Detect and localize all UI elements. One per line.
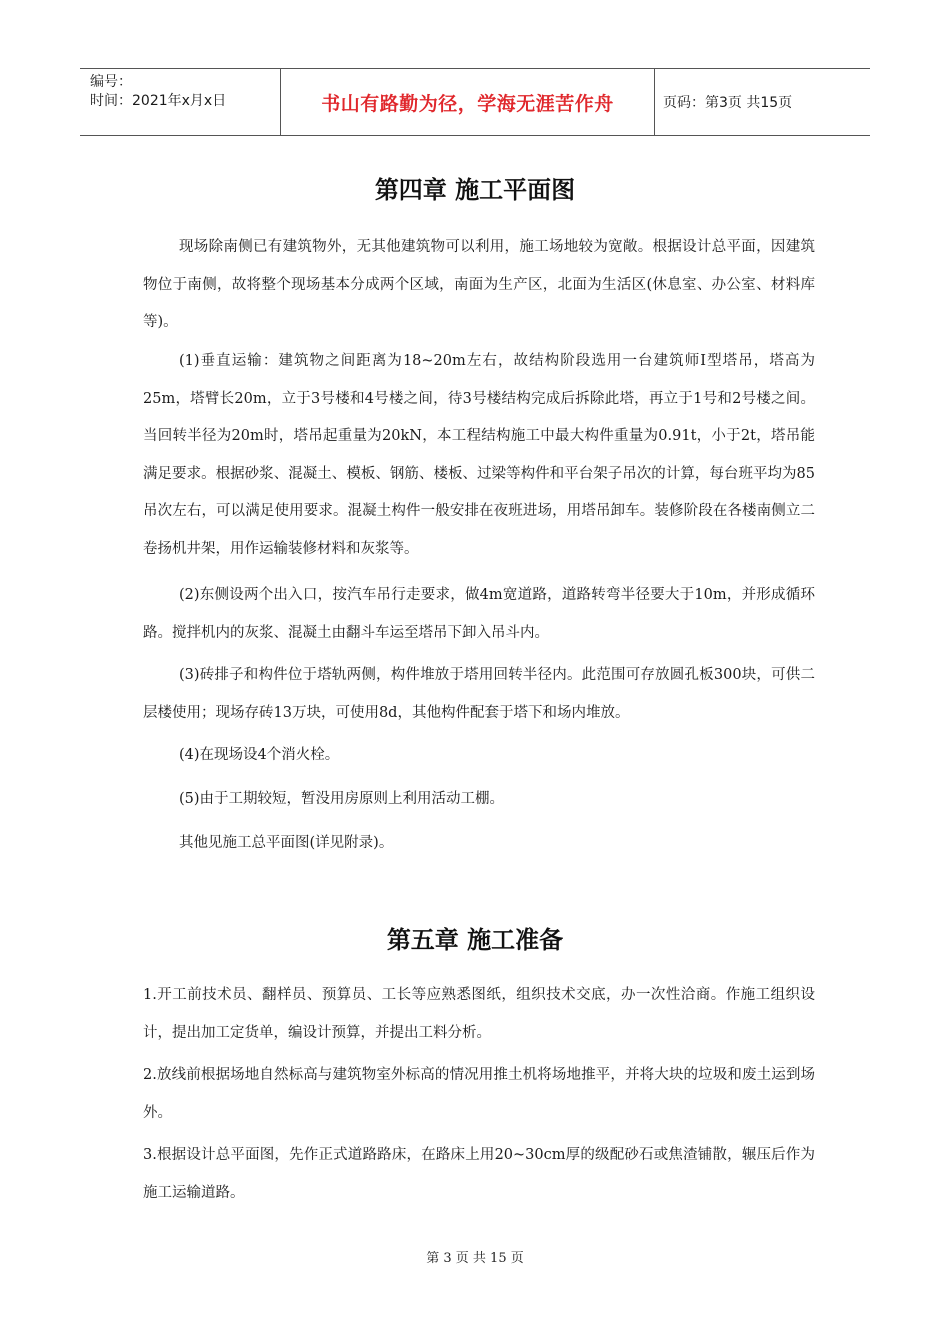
chapter-5-item-1: 1.开工前技术员、翻样员、预算员、工长等应熟悉图纸，组织技术交底，办一次性洽商。作施工组织设计，提出加工定货单，编设计预算，并提出工料分析。 — [143, 987, 815, 1041]
chapter-4-paragraph-appendix: 其他见施工总平面图(详见附录)。 — [179, 835, 394, 851]
page-footer — [0, 1247, 950, 1266]
header-motto — [281, 69, 655, 135]
header-page-info — [655, 69, 870, 135]
doc-number-label: 编号： — [90, 74, 132, 90]
footer-page-number: 第 3 页 共 15 页 — [426, 1251, 524, 1266]
chapter-4-paragraph-storage: (3)砖排子和构件位于塔轨两侧，构件堆放于塔用回转半径内。此范围可存放圆孔板300块，可供二层楼使用；现场存砖13万块，可使用8d，其他构件配套于塔下和场内堆放。 — [143, 667, 815, 721]
chapter-4-paragraph-entrances: (2)东侧设两个出入口，按汽车吊行走要求，做4m宽道路，道路转弯半径要大于10m，并形成循环路。搅拌机内的灰浆、混凝土由翻斗车运至塔吊下卸入吊斗内。 — [143, 587, 815, 641]
chapter-4-paragraph-vertical-transport: (1)垂直运输：建筑物之间距离为18~20m左右，故结构阶段选用一台建筑师I型塔吊，塔高为25m，塔臂长20m，立于3号楼和4号楼之间，待3号楼结构完成后拆除此塔，再立于1号和2号楼之间。当回转半径为20m时，塔吊起重量为20kN，本工程结构施工中最大构件重量为0.91t，小于2t，塔吊能满足要求。根据砂浆、混凝土、模板、钢筋、楼板、过梁等构件和平台架子吊次的计算，每台班平均为85吊次左右，可以满足使用要求。混凝土构件一般安排在夜班进场，用塔吊卸车。装修阶段在各楼南侧立二卷扬机井架，用作运输装修材料和灰浆等。 — [143, 353, 815, 557]
doc-date: 时间：2021年x月x日 — [90, 93, 227, 109]
chapter-4-paragraph-hydrants: (4)在现场设4个消火栓。 — [179, 747, 340, 763]
chapter-5-item-3: 3.根据设计总平面图，先作正式道路路床，在路床上用20~30cm厚的级配砂石或焦渣铺散，辗压后作为施工运输道路。 — [143, 1147, 815, 1201]
chapter-4-paragraph-intro: 现场除南侧已有建筑物外，无其他建筑物可以利用，施工场地较为宽敞。根据设计总平面，因建筑物位于南侧，故将整个现场基本分成两个区域，南面为生产区，北面为生活区(休息室、办公室、材料库等)。 — [143, 239, 815, 330]
chapter-5-title: 第五章 施工准备 — [386, 926, 564, 954]
header-meta — [80, 69, 281, 135]
chapter-4-paragraph-sheds: (5)由于工期较短，暂没用房原则上利用活动工棚。 — [179, 791, 505, 807]
chapter-5-item-2: 2.放线前根据场地自然标高与建筑物室外标高的情况用推土机将场地推平，并将大块的垃圾和废土运到场外。 — [143, 1067, 815, 1121]
chapter-4-title: 第四章 施工平面图 — [374, 176, 576, 204]
page-header — [80, 68, 870, 136]
motto-text: 书山有路勤为径，学海无涯苦作舟 — [321, 92, 614, 115]
page-info-text: 页码：第3页 共15页 — [663, 95, 793, 111]
